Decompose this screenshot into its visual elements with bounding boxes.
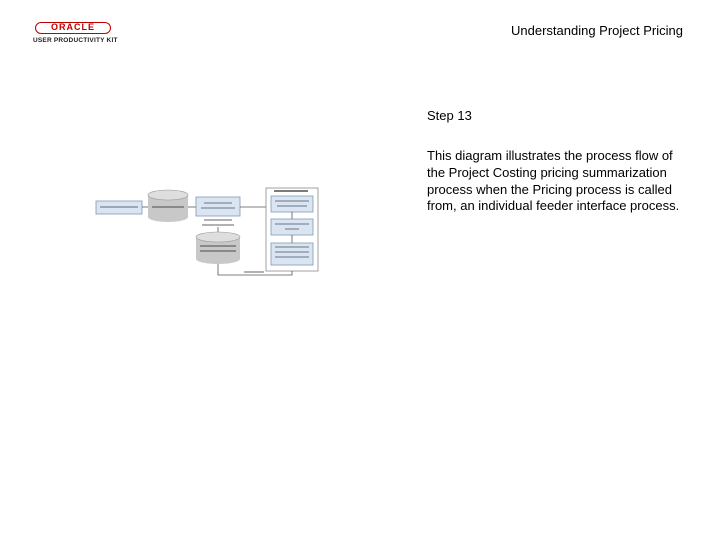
data-cylinder-bottom xyxy=(196,232,240,264)
oracle-logo xyxy=(33,22,125,48)
data-cylinder-top xyxy=(148,190,188,222)
pricing-step-box-2 xyxy=(271,219,313,235)
process-flow-diagram xyxy=(94,185,330,279)
pricing-step-box-1 xyxy=(271,196,313,212)
step-description: This diagram illustrates the process flow of the Project Costing pricing summarization process when the Pricing process is called from, an individual feeder interface process. xyxy=(427,148,680,214)
upk-subtitle: USER PRODUCTIVITY KIT xyxy=(33,37,118,44)
summarize-process-box xyxy=(196,197,240,216)
page-title: Understanding Project Pricing xyxy=(511,23,683,38)
step-label: Step 13 xyxy=(427,108,472,123)
oracle-wordmark: ORACLE xyxy=(35,22,111,34)
